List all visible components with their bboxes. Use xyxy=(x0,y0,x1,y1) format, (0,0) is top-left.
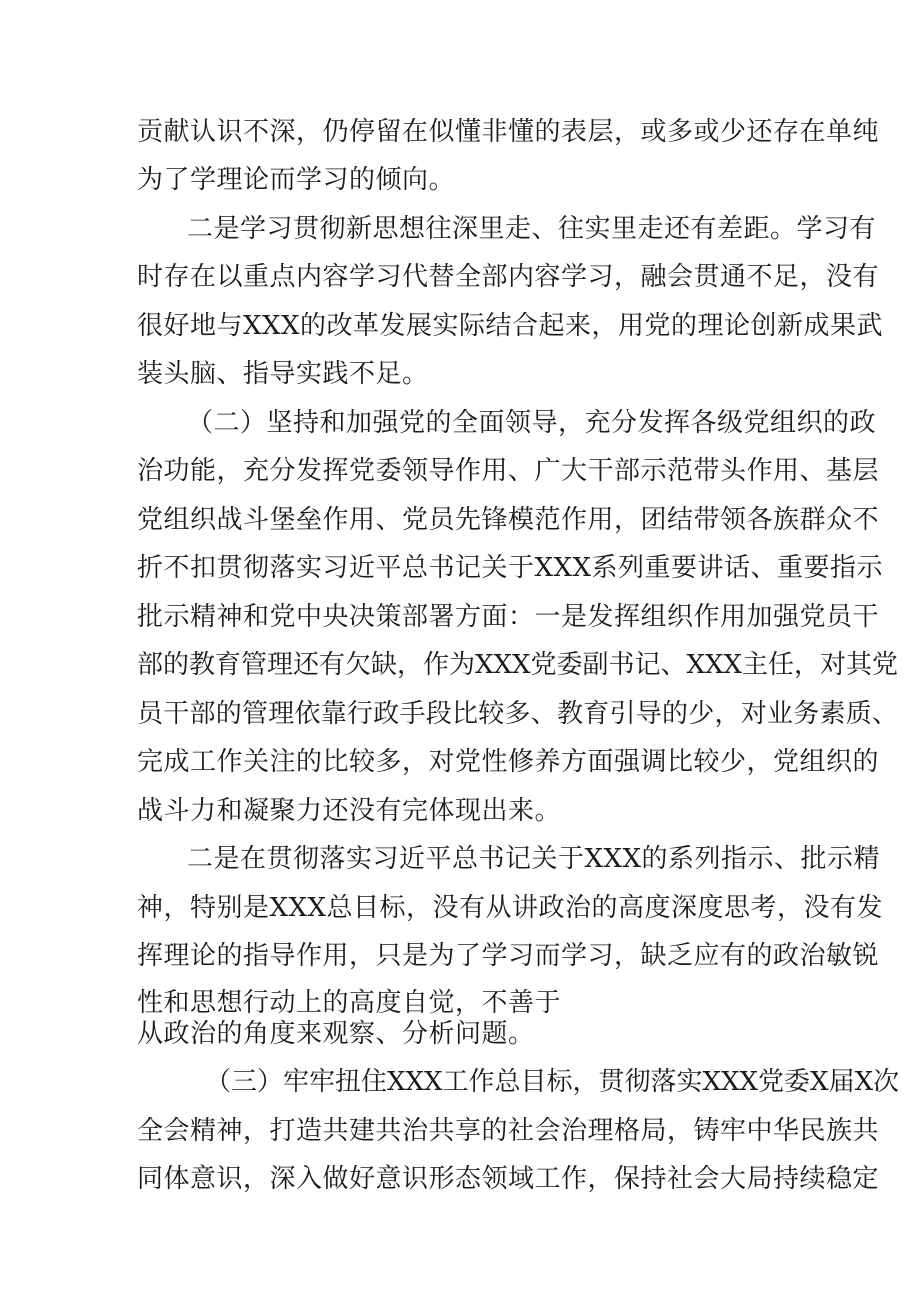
text-line: 完成工作关注的比较多，对党性修养方面强调比较少，党组织的 xyxy=(137,747,880,777)
text-line: 很好地与XXX的改革发展实际结合起来，用党的理论创新成果武 xyxy=(137,311,884,341)
text-line: 神，特别是XXX总目标，没有从讲政治的高度深度思考，没有发 xyxy=(137,893,884,923)
text-line: 贡献认识不深，仍停留在似懂非懂的表层，或多或少还存在单纯 xyxy=(137,117,880,147)
text-line: 从政治的角度来观察、分析问题。 xyxy=(137,1019,535,1049)
text-line: 二是学习贯彻新思想往深里走、往实里走还有差距。学习有 xyxy=(187,214,877,244)
text-line: 部的教育管理还有欠缺，作为XXX党委副书记、XXX主任，对其党 xyxy=(137,650,899,680)
text-line: 员干部的管理依靠行政手段比较多、教育引导的少，对业务素质、 xyxy=(137,699,899,729)
text-line: 性和思想行动上的高度自觉，不善于 xyxy=(137,988,562,1018)
text-line: 挥理论的指导作用，只是为了学习而学习，缺乏应有的政治敏锐 xyxy=(137,941,880,971)
text-line: 同体意识，深入做好意识形态领域工作，保持社会大局持续稳定 xyxy=(137,1164,880,1194)
text-line: 折不扣贯彻落实习近平总书记关于XXX系列重要讲话、重要指示 xyxy=(137,553,884,583)
text-line: 党组织战斗堡垒作用、党员先锋模范作用，团结带领各族群众不 xyxy=(137,505,880,535)
text-line: （二）坚持和加强党的全面领导，充分发挥各级党组织的政 xyxy=(187,408,877,438)
text-line: 时存在以重点内容学习代替全部内容学习，融会贯通不足，没有 xyxy=(137,262,880,292)
text-line: 二是在贯彻落实习近平总书记关于XXX的系列指示、批示精 xyxy=(187,844,881,874)
text-line: 战斗力和凝聚力还没有完体现出来。 xyxy=(137,796,562,826)
text-line: 批示精神和党中央决策部署方面：一是发挥组织作用加强党员干 xyxy=(137,602,880,632)
text-line: 全会精神，打造共建共治共享的社会治理格局，铸牢中华民族共 xyxy=(137,1116,880,1146)
text-line: 装头脑、指导实践不足。 xyxy=(137,359,429,389)
text-line: 治功能，充分发挥党委领导作用、广大干部示范带头作用、基层 xyxy=(137,456,880,486)
text-line: （三）牢牢扭住XXX工作总目标，贯彻落实XXX党委X届X次 xyxy=(205,1067,900,1097)
text-line: 为了学理论而学习的倾向。 xyxy=(137,165,456,195)
